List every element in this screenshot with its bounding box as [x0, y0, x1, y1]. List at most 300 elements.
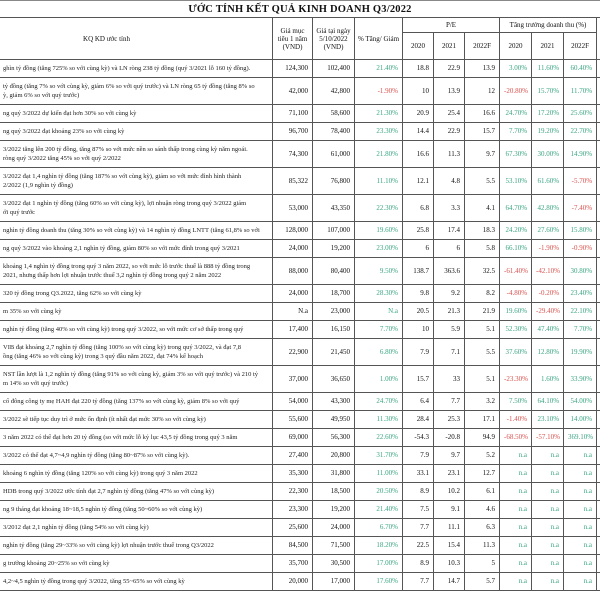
table-row: [0, 465, 600, 483]
pe-2022f-cell: 17.1: [465, 411, 500, 429]
result-description-line: ng 9 tháng đạt khoảng 18~18,5 nghìn tỷ đồng (tăng 50~60% so với cùng kỳ): [3, 506, 203, 513]
edge-cell: [597, 321, 600, 339]
result-description-cell: [0, 240, 273, 258]
growth-2020-cell: 24.70%: [500, 105, 532, 123]
growth-2020-cell: n.a: [500, 537, 532, 555]
result-description-cell: [0, 60, 273, 78]
edge-cell: [597, 519, 600, 537]
result-description-cell: [0, 393, 273, 411]
edge-cell: [597, 429, 600, 447]
pe-2020-cell: 7.9: [403, 339, 434, 366]
result-description-cell: [0, 483, 273, 501]
table-row: [0, 78, 600, 105]
table-row: [0, 573, 600, 591]
growth-2022f-cell: n.a: [564, 555, 597, 573]
growth-2020-cell: 64.70%: [500, 195, 532, 222]
edge-cell: [597, 501, 600, 519]
upside-cell: 21.40%: [355, 60, 403, 78]
result-description-line: tỷ đồng (tăng 7% so với cùng kỳ, giảm 6% so với quý trước) và LN ròng 65 tỷ đồng (tăng 8% so: [3, 83, 255, 90]
result-description-cell: [0, 195, 273, 222]
current-price-cell: 18,500: [313, 483, 355, 501]
pe-2020-cell: 28.4: [403, 411, 434, 429]
pe-2022f-cell: 6.1: [465, 483, 500, 501]
pe-2020-cell: 6: [403, 240, 434, 258]
growth-2022f-cell: 33.90%: [564, 366, 597, 393]
upside-cell: 17.60%: [355, 573, 403, 591]
result-description-line: ròng quý 3/2022 tăng 45% so với quý 2/2022: [3, 155, 121, 162]
pe-2021-cell: 21.3: [434, 303, 465, 321]
pe-2022f-cell: 5.8: [465, 240, 500, 258]
growth-2022f-cell: 23.40%: [564, 285, 597, 303]
current-price-cell: 21,450: [313, 339, 355, 366]
current-price-cell: 30,500: [313, 555, 355, 573]
growth-2022f-cell: n.a: [564, 573, 597, 591]
upside-cell: 6.80%: [355, 339, 403, 366]
pe-2022f-cell: 15.7: [465, 123, 500, 141]
pe-2021-cell: 13.9: [434, 78, 465, 105]
growth-2020-cell: n.a: [500, 447, 532, 465]
table-row: [0, 519, 600, 537]
header-growth-2021: 2021: [532, 33, 564, 60]
pe-2020-cell: 25.8: [403, 222, 434, 240]
growth-2022f-cell: n.a: [564, 519, 597, 537]
growth-2022f-cell: -5.70%: [564, 168, 597, 195]
growth-2022f-cell: 14.00%: [564, 411, 597, 429]
growth-2022f-cell: 15.80%: [564, 222, 597, 240]
header-kqkd: KQ KD ước tính: [0, 18, 273, 60]
growth-2022f-cell: n.a: [564, 483, 597, 501]
growth-2022f-cell: -7.40%: [564, 195, 597, 222]
growth-2022f-cell: n.a: [564, 447, 597, 465]
table-row: [0, 105, 600, 123]
current-price-cell: 56,300: [313, 429, 355, 447]
pe-2022f-cell: 5.1: [465, 366, 500, 393]
upside-cell: 9.50%: [355, 258, 403, 285]
growth-2021-cell: 47.40%: [532, 321, 564, 339]
pe-2020-cell: 10: [403, 78, 434, 105]
result-description-cell: [0, 465, 273, 483]
edge-cell: [597, 105, 600, 123]
edge-cell: [597, 258, 600, 285]
pe-2021-cell: 7.1: [434, 339, 465, 366]
current-price-cell: 42,800: [313, 78, 355, 105]
header-growth-2020: 2020: [500, 33, 532, 60]
edge-cell: [597, 366, 600, 393]
growth-2021-cell: 11.60%: [532, 60, 564, 78]
growth-2020-cell: -4.80%: [500, 285, 532, 303]
pe-2021-cell: 33: [434, 366, 465, 393]
result-description-line: m 14% so với quý trước): [3, 380, 69, 387]
result-description-cell: [0, 285, 273, 303]
growth-2022f-cell: 11.70%: [564, 78, 597, 105]
table-row: [0, 222, 600, 240]
target-price-cell: 96,700: [273, 123, 313, 141]
upside-cell: 18.20%: [355, 537, 403, 555]
pe-2021-cell: 14.7: [434, 573, 465, 591]
growth-2022f-cell: n.a: [564, 465, 597, 483]
growth-2021-cell: 30.00%: [532, 141, 564, 168]
table-row: [0, 501, 600, 519]
pe-2021-cell: 363.6: [434, 258, 465, 285]
upside-cell: 21.30%: [355, 105, 403, 123]
pe-2022f-cell: 18.3: [465, 222, 500, 240]
current-price-cell: 19,200: [313, 240, 355, 258]
upside-cell: 24.70%: [355, 393, 403, 411]
pe-2021-cell: 6: [434, 240, 465, 258]
growth-2020-cell: -23.30%: [500, 366, 532, 393]
pe-2021-cell: 11.3: [434, 141, 465, 168]
table-row: [0, 240, 600, 258]
table-row: [0, 168, 600, 195]
pe-2022f-cell: 5.2: [465, 447, 500, 465]
result-description-line: 320 tỷ đồng trong Q3.2022, tăng 62% so với cùng kỳ: [3, 290, 142, 297]
upside-cell: 23.30%: [355, 123, 403, 141]
current-price-cell: 49,950: [313, 411, 355, 429]
current-price-cell: 17,000: [313, 573, 355, 591]
target-price-cell: 42,000: [273, 78, 313, 105]
growth-2021-cell: n.a: [532, 465, 564, 483]
growth-2020-cell: n.a: [500, 483, 532, 501]
result-description-line: 3/2022 đạt 1 nghìn tỷ đồng (tăng 60% so với cùng kỳ), lợi nhuận ròng trong quý 3/2022 giảm: [3, 200, 247, 207]
growth-2020-cell: n.a: [500, 555, 532, 573]
pe-2021-cell: 22.9: [434, 60, 465, 78]
target-price-cell: 22,900: [273, 339, 313, 366]
result-description-line: ới quý trước: [3, 209, 36, 216]
target-price-cell: 23,300: [273, 501, 313, 519]
pe-2021-cell: 17.4: [434, 222, 465, 240]
current-price-cell: 102,400: [313, 60, 355, 78]
table-row: [0, 483, 600, 501]
growth-2021-cell: 27.60%: [532, 222, 564, 240]
result-description-cell: [0, 78, 273, 105]
edge-cell: [597, 537, 600, 555]
growth-2020-cell: 7.50%: [500, 393, 532, 411]
table-header: [0, 18, 600, 60]
pe-2020-cell: 16.6: [403, 141, 434, 168]
result-description-cell: [0, 537, 273, 555]
growth-2022f-cell: 7.70%: [564, 321, 597, 339]
growth-2020-cell: 53.10%: [500, 168, 532, 195]
header-target-price: Giá mục tiêu 1 năm (VND): [273, 18, 313, 60]
header-upside: % Tăng/ Giảm: [355, 18, 403, 60]
pe-2022f-cell: 5.1: [465, 321, 500, 339]
pe-2020-cell: 33.1: [403, 465, 434, 483]
pe-2020-cell: 7.9: [403, 447, 434, 465]
result-description-line: nghìn tỷ đồng doanh thu (tăng 30% so với cùng kỳ) và 14 nghìn tỷ đồng LNTT (tăng 61,8% so với: [3, 227, 260, 234]
growth-2022f-cell: 54.00%: [564, 393, 597, 411]
growth-2021-cell: 61.60%: [532, 168, 564, 195]
target-price-cell: N.a: [273, 303, 313, 321]
header-pe-2021: 2021: [434, 33, 465, 60]
table-row: [0, 366, 600, 393]
growth-2021-cell: 19.20%: [532, 123, 564, 141]
result-description-cell: [0, 339, 273, 366]
target-price-cell: 53,000: [273, 195, 313, 222]
target-price-cell: 24,000: [273, 285, 313, 303]
upside-cell: 31.70%: [355, 447, 403, 465]
table-row: [0, 141, 600, 168]
upside-cell: 6.70%: [355, 519, 403, 537]
edge-cell: [597, 195, 600, 222]
result-description-line: 3/2022 có thể đạt 4,7~4,9 nghìn tỷ đồng (tăng 80~87% so với cùng kỳ).: [3, 452, 190, 459]
pe-2020-cell: 8.9: [403, 555, 434, 573]
pe-2022f-cell: 8.2: [465, 285, 500, 303]
pe-2021-cell: 5.9: [434, 321, 465, 339]
edge-cell: [597, 78, 600, 105]
result-description-line: khoảng 6 nghìn tỷ đồng (tăng 120% so với cùng kỳ) trong quý 3 năm 2022: [3, 470, 198, 477]
upside-cell: N.a: [355, 303, 403, 321]
current-price-cell: 19,200: [313, 501, 355, 519]
growth-2021-cell: -0.20%: [532, 285, 564, 303]
table-row: [0, 303, 600, 321]
pe-2021-cell: 25.3: [434, 411, 465, 429]
growth-2021-cell: n.a: [532, 447, 564, 465]
growth-2022f-cell: 14.90%: [564, 141, 597, 168]
current-price-cell: 76,800: [313, 168, 355, 195]
current-price-cell: 78,400: [313, 123, 355, 141]
pe-2020-cell: 6.4: [403, 393, 434, 411]
edge-cell: [597, 123, 600, 141]
target-price-cell: 69,000: [273, 429, 313, 447]
growth-2020-cell: n.a: [500, 573, 532, 591]
current-price-cell: 16,150: [313, 321, 355, 339]
edge-cell: [597, 339, 600, 366]
pe-2022f-cell: 12.7: [465, 465, 500, 483]
pe-2021-cell: 7.7: [434, 393, 465, 411]
target-price-cell: 25,600: [273, 519, 313, 537]
current-price-cell: 18,700: [313, 285, 355, 303]
target-price-cell: 85,322: [273, 168, 313, 195]
pe-2021-cell: 4.8: [434, 168, 465, 195]
upside-cell: 19.60%: [355, 222, 403, 240]
result-description-line: nghìn tỷ đồng (tăng 40% so với cùng kỳ) trong quý 3/2022, so với mức cơ sở thấp trong quý: [3, 326, 244, 333]
result-description-cell: [0, 555, 273, 573]
edge-cell: [597, 168, 600, 195]
result-description-line: khoảng 1,4 nghìn tỷ đồng trong quý 3 năm 2022, so với mức lỗ trước thuế là 888 tỷ đồng trong: [3, 263, 251, 270]
edge-cell: [597, 465, 600, 483]
pe-2020-cell: 7.7: [403, 573, 434, 591]
growth-2020-cell: 66.10%: [500, 240, 532, 258]
result-description-cell: [0, 258, 273, 285]
current-price-cell: 43,300: [313, 393, 355, 411]
pe-2022f-cell: 5.7: [465, 573, 500, 591]
header-pe-2020: 2020: [403, 33, 434, 60]
result-description-line: ng quý 3/2022 vào khoảng 2,1 nghìn tỷ đồng, giảm 80% so với mức đỉnh trong quý 3/2021: [3, 245, 240, 252]
target-price-cell: 35,700: [273, 555, 313, 573]
growth-2021-cell: n.a: [532, 501, 564, 519]
growth-2022f-cell: 22.70%: [564, 123, 597, 141]
growth-2021-cell: 1.60%: [532, 366, 564, 393]
edge-cell: [597, 222, 600, 240]
result-description-line: 3/2022 đạt 1,4 nghìn tỷ đồng (tăng 187% so với cùng kỳ), giảm so với mức đỉnh hình thành: [3, 173, 242, 180]
growth-2022f-cell: 60.40%: [564, 60, 597, 78]
growth-2021-cell: n.a: [532, 483, 564, 501]
upside-cell: 22.60%: [355, 429, 403, 447]
edge-cell: [597, 411, 600, 429]
pe-2020-cell: 15.7: [403, 366, 434, 393]
upside-cell: 22.30%: [355, 195, 403, 222]
upside-cell: 11.00%: [355, 465, 403, 483]
current-price-cell: 43,350: [313, 195, 355, 222]
results-table: [0, 17, 600, 591]
pe-2020-cell: 12.1: [403, 168, 434, 195]
growth-2021-cell: 17.20%: [532, 105, 564, 123]
pe-2022f-cell: 16.6: [465, 105, 500, 123]
table-row: [0, 339, 600, 366]
result-description-line: g trưởng khoảng 20~25% so với cùng kỳ: [3, 560, 110, 567]
growth-2020-cell: 7.70%: [500, 123, 532, 141]
header-growth-group: Tăng trưởng doanh thu (%): [500, 18, 597, 33]
result-description-line: m 35% so với cùng kỳ: [3, 308, 62, 315]
target-price-cell: 24,000: [273, 240, 313, 258]
growth-2021-cell: 23.10%: [532, 411, 564, 429]
table-body: [0, 60, 600, 591]
growth-2022f-cell: 369.10%: [564, 429, 597, 447]
result-description-line: NST lần lượt là 1,2 nghìn tỷ đồng (tăng 91% so với cùng kỳ, giảm 3% so với quý trước) và 210 tỷ: [3, 371, 259, 378]
result-description-line: 3/2022 tăng lên 200 tỷ đồng, tăng 87% so với mức nền so sánh thấp trong cùng kỳ năm ngoái.: [3, 146, 248, 153]
edge-cell: [597, 141, 600, 168]
growth-2020-cell: 24.20%: [500, 222, 532, 240]
result-description-line: 2021, nhưng thấp hơn lợi nhuận trước thuế 3,2 nghìn tỷ đồng trong quý 2 năm 2022: [3, 272, 222, 279]
pe-2021-cell: 3.3: [434, 195, 465, 222]
pe-2021-cell: 15.4: [434, 537, 465, 555]
growth-2020-cell: -20.80%: [500, 78, 532, 105]
growth-2020-cell: 52.30%: [500, 321, 532, 339]
growth-2021-cell: -1.90%: [532, 240, 564, 258]
current-price-cell: 31,800: [313, 465, 355, 483]
growth-2020-cell: 19.60%: [500, 303, 532, 321]
current-price-cell: 80,400: [313, 258, 355, 285]
growth-2020-cell: 3.00%: [500, 60, 532, 78]
pe-2021-cell: 9.2: [434, 285, 465, 303]
upside-cell: 28.30%: [355, 285, 403, 303]
table-row: [0, 393, 600, 411]
pe-2020-cell: 22.5: [403, 537, 434, 555]
pe-2022f-cell: 5.5: [465, 339, 500, 366]
growth-2020-cell: 67.30%: [500, 141, 532, 168]
result-description-cell: [0, 105, 273, 123]
growth-2020-cell: n.a: [500, 501, 532, 519]
growth-2021-cell: 42.80%: [532, 195, 564, 222]
growth-2021-cell: n.a: [532, 537, 564, 555]
current-price-cell: 58,600: [313, 105, 355, 123]
current-price-cell: 36,650: [313, 366, 355, 393]
upside-cell: 20.50%: [355, 483, 403, 501]
target-price-cell: 54,000: [273, 393, 313, 411]
result-description-line: 2/2022 (1,9 nghìn tỷ đồng): [3, 182, 73, 189]
growth-2021-cell: 15.70%: [532, 78, 564, 105]
growth-2021-cell: n.a: [532, 519, 564, 537]
pe-2021-cell: 9.7: [434, 447, 465, 465]
table-row: [0, 411, 600, 429]
table-row: [0, 258, 600, 285]
result-description-line: HDB trong quý 3/2022 ước tính đạt 2,7 nghìn tỷ đồng (tăng 47% so với cùng kỳ): [3, 488, 214, 495]
upside-cell: 7.70%: [355, 321, 403, 339]
result-description-line: ồng (tăng 46% so với cùng kỳ) trong 3 quý đầu năm 2022, đạt 74% kế hoạch: [3, 353, 204, 360]
growth-2020-cell: n.a: [500, 519, 532, 537]
table-row: [0, 321, 600, 339]
growth-2022f-cell: -0.90%: [564, 240, 597, 258]
pe-2020-cell: 6.8: [403, 195, 434, 222]
pe-2020-cell: 138.7: [403, 258, 434, 285]
result-description-line: VIB đạt khoảng 2,7 nghìn tỷ đồng (tăng 100% so với cùng kỳ) trong quý 3/2022, và đạt 7,8: [3, 344, 241, 351]
result-description-line: 3/2022 sẽ tiếp tục duy trì ở mức ổn định (ít nhất đạt mức 30% so với cùng kỳ): [3, 416, 206, 423]
growth-2022f-cell: n.a: [564, 537, 597, 555]
table-row: [0, 429, 600, 447]
pe-2021-cell: 10.2: [434, 483, 465, 501]
result-description-cell: [0, 222, 273, 240]
upside-cell: 1.00%: [355, 366, 403, 393]
pe-2022f-cell: 5.5: [465, 168, 500, 195]
result-description-line: 4,2~4,5 nghìn tỷ đồng trong quý 3/2022, tăng 55~65% so với cùng kỳ: [3, 578, 185, 585]
target-price-cell: 17,400: [273, 321, 313, 339]
result-description-cell: [0, 411, 273, 429]
pe-2020-cell: 8.9: [403, 483, 434, 501]
edge-cell: [597, 483, 600, 501]
result-description-cell: [0, 429, 273, 447]
target-price-cell: 22,300: [273, 483, 313, 501]
growth-2021-cell: 64.10%: [532, 393, 564, 411]
pe-2021-cell: 11.1: [434, 519, 465, 537]
result-description-cell: [0, 366, 273, 393]
upside-cell: 23.00%: [355, 240, 403, 258]
pe-2022f-cell: 21.9: [465, 303, 500, 321]
pe-2022f-cell: 9.7: [465, 141, 500, 168]
table-row: [0, 447, 600, 465]
edge-cell: [597, 573, 600, 591]
pe-2020-cell: 18.8: [403, 60, 434, 78]
pe-2021-cell: 25.4: [434, 105, 465, 123]
result-description-cell: [0, 501, 273, 519]
target-price-cell: 84,500: [273, 537, 313, 555]
result-description-cell: [0, 141, 273, 168]
edge-cell: [597, 240, 600, 258]
header-pe-group: P/E: [403, 18, 500, 33]
current-price-cell: 107,000: [313, 222, 355, 240]
pe-2020-cell: 9.8: [403, 285, 434, 303]
upside-cell: -1.90%: [355, 78, 403, 105]
growth-2021-cell: -57.10%: [532, 429, 564, 447]
edge-cell: [597, 60, 600, 78]
pe-2020-cell: 7.7: [403, 519, 434, 537]
target-price-cell: 55,600: [273, 411, 313, 429]
growth-2022f-cell: 22.10%: [564, 303, 597, 321]
pe-2020-cell: -54.3: [403, 429, 434, 447]
table-row: [0, 60, 600, 78]
current-price-cell: 23,000: [313, 303, 355, 321]
result-description-cell: [0, 519, 273, 537]
upside-cell: 21.40%: [355, 501, 403, 519]
growth-2022f-cell: 19.90%: [564, 339, 597, 366]
edge-cell: [597, 303, 600, 321]
table-row: [0, 195, 600, 222]
pe-2021-cell: 9.1: [434, 501, 465, 519]
result-description-line: ỳ, giảm 6% so với quý trước): [3, 92, 80, 99]
result-description-line: cổ đông công ty mẹ HAH đạt 220 tỷ đồng (tăng 137% so với cùng kỳ, giảm 8% so với quý: [3, 398, 240, 405]
growth-2021-cell: -42.10%: [532, 258, 564, 285]
target-price-cell: 88,000: [273, 258, 313, 285]
result-description-cell: [0, 168, 273, 195]
target-price-cell: 37,000: [273, 366, 313, 393]
target-price-cell: 27,400: [273, 447, 313, 465]
pe-2022f-cell: 12: [465, 78, 500, 105]
growth-2020-cell: n.a: [500, 465, 532, 483]
pe-2021-cell: 22.9: [434, 123, 465, 141]
growth-2021-cell: n.a: [532, 573, 564, 591]
table-row: [0, 555, 600, 573]
pe-2022f-cell: 6.3: [465, 519, 500, 537]
pe-2022f-cell: 3.2: [465, 393, 500, 411]
